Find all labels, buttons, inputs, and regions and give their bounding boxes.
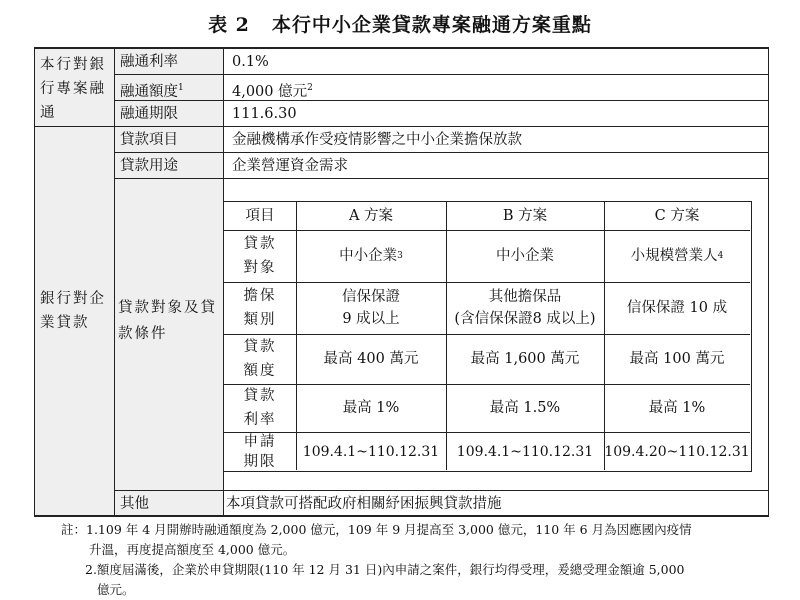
plan-b-amount: 最高 1,600 萬元 [470, 351, 580, 367]
quota-value: 4,000 億元$^2$ [232, 83, 313, 100]
col-divider [768, 47, 769, 516]
row-collateral-label: 擔保類別 [243, 288, 277, 328]
inner-col-divider [296, 202, 297, 470]
row-divider [114, 178, 769, 179]
inner-row-divider [224, 230, 750, 231]
rate-label: 融通利率 [120, 54, 178, 70]
plan-a-collateral: 信保保證 9 成以上 [342, 289, 400, 327]
loan-use-value: 企業營運資金需求 [232, 158, 348, 174]
plan-b-deadline: 109.4.1~110.12.31 [456, 444, 594, 460]
row-rate-label: 貸款利率 [243, 388, 277, 428]
plan-b-rate: 最高 1.5% [489, 400, 561, 416]
plan-a-target: 中小企業 3 [339, 248, 403, 264]
bank-section-label: 本行對銀行專案融通 [40, 57, 106, 121]
table-number: 表 2 [208, 14, 250, 36]
table-title [0, 10, 800, 37]
table-bottom-border [34, 515, 769, 517]
table-title-text: 本行中小企業貸款專案融通方案重點 [271, 14, 592, 36]
plan-c-amount: 最高 100 萬元 [629, 351, 725, 367]
section-divider [34, 126, 769, 127]
inner-row-divider [224, 282, 750, 283]
loan-item-value: 金融機構承作受疫情影響之中小企業擔保放款 [232, 132, 522, 148]
plan-a-rate: 最高 1% [342, 400, 400, 416]
note-2: 2.額度屆滿後，企業於申貸期限(110 年 12 月 31 日)內申請之案件，銀行均得受理，爰總受理金額逾 5,000 [85, 562, 685, 577]
plan-c-deadline: 109.4.20~110.12.31 [604, 444, 750, 460]
loan-use-label: 貸款用途 [120, 158, 178, 174]
term-label: 融通期限 [120, 106, 178, 122]
note-2-cont: 億元。 [97, 582, 135, 597]
inner-col-divider [604, 202, 605, 470]
other-value: 本項貸款可搭配政府相關紓困振興貸款措施 [226, 496, 502, 512]
row-target-label: 貸款對象 [243, 236, 277, 276]
header-item: 項目 [245, 208, 275, 224]
plan-a-deadline: 109.4.1~110.12.31 [302, 444, 440, 460]
header-plan-a: A 方案 [348, 208, 394, 224]
row-divider [114, 74, 769, 75]
plan-c-collateral: 信保保證 10 成 [626, 300, 728, 316]
col-divider [114, 47, 115, 516]
term-value: 111.6.30 [232, 106, 297, 122]
scheme-comparison-table [223, 201, 752, 472]
table-top-border [34, 47, 769, 49]
footnotes [61, 520, 776, 600]
note-1-cont: 升溫，再度提高額度至 4,000 億元。 [89, 542, 296, 557]
plan-b-target: 中小企業 [496, 248, 554, 264]
row-divider [114, 490, 769, 491]
inner-row-divider [224, 432, 750, 433]
inner-row-divider [224, 334, 750, 335]
header-plan-b: B 方案 [502, 208, 548, 224]
plan-c-target: 小規模營業人 4 [630, 248, 724, 264]
note-1: 註：1.109 年 4 月開辦時融通額度為 2,000 億元，109 年 9 月提高至 3,000 億元，110 年 6 月為因應國內疫情 [61, 522, 692, 537]
row-divider [114, 152, 769, 153]
loan-item-label: 貸款項目 [120, 132, 178, 148]
other-label: 其他 [120, 496, 149, 512]
header-plan-c: C 方案 [654, 208, 700, 224]
enterprise-section-label: 銀行對企業貸款 [40, 291, 106, 331]
col-divider [34, 47, 35, 516]
inner-row-divider [224, 384, 750, 385]
inner-col-divider [446, 202, 447, 470]
row-divider [114, 100, 769, 101]
quota-label: 融通額度$^1$ [120, 83, 184, 100]
plan-c-rate: 最高 1% [648, 400, 706, 416]
plan-a-amount: 最高 400 萬元 [323, 351, 419, 367]
conditions-label: 貸款對象及貸款條件 [118, 300, 217, 342]
plan-b-collateral: 其他擔保品 (含信保保證8 成以上) [454, 289, 596, 327]
rate-value: 0.1% [232, 54, 269, 70]
row-deadline-label: 申請期限 [243, 434, 277, 470]
row-amount-label: 貸款額度 [243, 339, 277, 379]
scheme-table [34, 47, 769, 516]
